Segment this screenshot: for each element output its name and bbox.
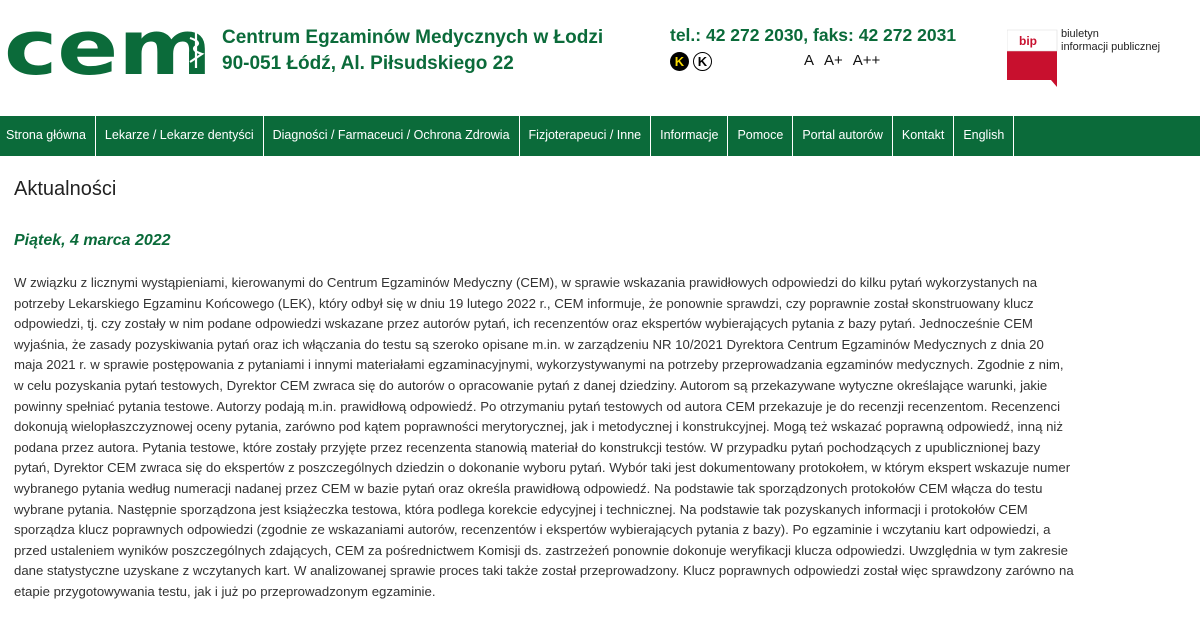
nav-doctors-dentists[interactable]: Lekarze / Lekarze dentyści: [96, 116, 264, 156]
high-contrast-button[interactable]: K: [670, 52, 689, 71]
news-date: Piątek, 4 marca 2022: [14, 232, 171, 249]
cem-logo[interactable]: [4, 18, 216, 80]
nav-physiotherapists-other[interactable]: Fizjoterapeuci / Inne: [520, 116, 652, 156]
nav-english[interactable]: English: [954, 116, 1014, 156]
font-size-large-button[interactable]: A+: [824, 52, 843, 69]
nav-help[interactable]: Pomoce: [728, 116, 793, 156]
phone-fax: tel.: 42 272 2030, faks: 42 272 2031: [670, 25, 957, 45]
bip-line1: biuletyn: [1061, 28, 1099, 40]
institution-line1: Centrum Egzaminów Medycznych w Łodzi: [222, 27, 604, 48]
nav-diagnosticians-pharmacists[interactable]: Diagności / Farmaceuci / Ochrona Zdrowia: [264, 116, 520, 156]
font-size-xlarge-button[interactable]: A++: [852, 52, 881, 69]
institution-line2: 90-051 Łódź, Al. Piłsudskiego 22: [222, 53, 514, 74]
site-header: [0, 0, 1200, 116]
nav-contact[interactable]: Kontakt: [893, 116, 954, 156]
nav-information[interactable]: Informacje: [651, 116, 728, 156]
nav-home[interactable]: Strona główna: [0, 116, 96, 156]
bip-short-text: bip: [1019, 34, 1037, 48]
bip-line2: informacji publicznej: [1061, 41, 1161, 53]
main-navigation: [0, 116, 1200, 156]
font-size-normal-button[interactable]: A: [804, 52, 815, 69]
logo-text: cem: [4, 18, 212, 80]
main-content: [14, 156, 1186, 616]
font-size-switcher: [804, 52, 880, 69]
normal-contrast-button[interactable]: K: [693, 52, 712, 71]
contrast-switcher: [670, 52, 712, 71]
nav-authors-portal[interactable]: Portal autorów: [793, 116, 893, 156]
page-title: Aktualności: [14, 178, 117, 200]
institution-name: [222, 25, 603, 77]
bip-logo[interactable]: [1007, 27, 1177, 87]
news-body: W związku z licznymi wystąpieniami, kierowanymi do Centrum Egzaminów Medyczny (CEM), w sprawie wskazania prawidłowych odpowiedzi do kilku pytań wykorzystanych na potrzeby Lekarskiego Egzaminu Końcowego (LEK), który odbył się w dniu 19 lutego 2022 r., CEM informuje, że ponownie sprawdzi, czy poprawnie został skonstruowany klucz odpowiedzi, tj. czy zostały w nim podane odpowiedzi wskazane przez autorów pytań, ich recenzentów oraz ekspertów wybierających pytania z bazy pytań. Jednocześnie CEM wyjaśnia, że zasady pozyskiwania pytań oraz ich włączania do testu są szeroko opisane m.in. w zarządzeniu NR 10/2021 Dyrektora Centrum Egzaminów Medycznych z dnia 20 maja 2021 r. w sprawie postępowania z pytaniami i innymi materiałami egzaminacyjnymi, wykorzystywanymi na potrzeby przeprowadzania egzaminów medycznych. Zgodnie z nim, w celu pozyskania pytań testowych, Dyrektor CEM zwraca się do autorów o opracowanie pytań z danej dziedziny. Autorom są przekazywane wytyczne określające warunki, jakie powinny spełniać pytania testowe. Autorzy podają m.in. prawidłową odpowiedź. Po otrzymaniu pytań testowych od autora CEM przekazuje je do recenzji recenzentom. Recenzenci dokonują wielopłaszczyznowej oceny pytania, zarówno pod kątem poprawności merytorycznej, jak i metodycznej i konstrukcyjnej. Mogą też wskazać poprawną odpowiedź, inną niż podana przez autora. Pytania testowe, które zostały przyjęte przez recenzenta stanowią materiał do konstrukcji testów. W przypadku pytań pochodzących z upublicznionej bazy pytań, Dyrektor CEM zwraca się do ekspertów z poszczególnych dziedzin o dokonanie wyboru pytań. Wybór taki jest dokumentowany protokołem, w którym ekspert wskazuje numer wybranego pytania według numeracji nadanej przez CEM w bazie pytań oraz określa prawidłową odpowiedź. Na podstawie tak sporządzonych protokołów CEM włącza do testu wybrane pytania. Następnie sporządzona jest książeczka testowa, która podlega korekcie edycyjnej i technicznej. Na podstawie tak pozyskanych informacji i protokołów CEM sporządza klucz poprawnych odpowiedzi (zgodnie ze wskazaniami autorów, recenzentów i ekspertów wybierających pytania z bazy). Po egzaminie i wczytaniu kart odpowiedzi, a przed ustaleniem wyników poszczególnych zdających, CEM za pośrednictwem Komisji ds. zastrzeżeń ponownie dokonuje weryfikacji klucza odpowiedzi. Uwzględnia w tym zakresie dane statystyczne uzyskane z wczytanych kart. W analizowanej sprawie proces taki także został przeprowadzony. Klucz poprawnych odpowiedzi został więc sprawdzony zarówno na etapie przygotowywania testu, jak i już po przeprowadzonym egzaminie.: [14, 275, 1074, 599]
